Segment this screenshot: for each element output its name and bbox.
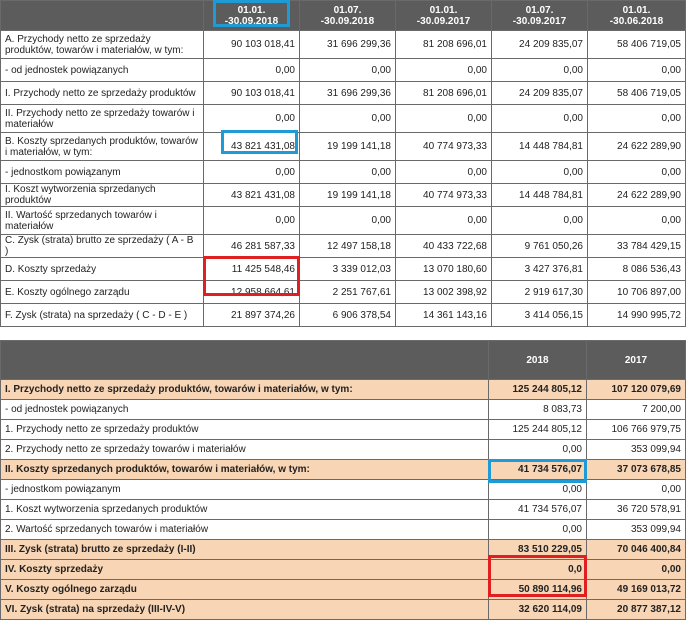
row-label: B. Koszty sprzedanych produktów, towarów i materiałów, w tym: bbox=[1, 133, 204, 161]
table1-col-header: 01.07. -30.09.2017 bbox=[492, 1, 588, 31]
row-label: 1. Przychody netto ze sprzedaży produktów bbox=[1, 420, 489, 440]
row-label: - jednostkom powiązanym bbox=[1, 161, 204, 184]
cell-value: 3 427 376,81 bbox=[492, 258, 588, 281]
cell-value: 11 425 548,46 bbox=[204, 258, 300, 281]
cell-value: 0,00 bbox=[492, 207, 588, 235]
cell-value: 6 906 378,54 bbox=[300, 304, 396, 327]
cell-value: 7 200,00 bbox=[587, 400, 686, 420]
cell-value: 0,00 bbox=[489, 440, 587, 460]
cell-value: 13 070 180,60 bbox=[396, 258, 492, 281]
red-highlight-annual-box bbox=[488, 555, 587, 597]
cell-value: 12 958 664,61 bbox=[204, 281, 300, 304]
cell-value: 58 406 719,05 bbox=[588, 82, 686, 105]
cell-value: 40 433 722,68 bbox=[396, 235, 492, 258]
cell-value: 0,00 bbox=[588, 161, 686, 184]
row-label: II. Przychody netto ze sprzedaży towarów i materiałów bbox=[1, 105, 204, 133]
cell-value: 24 622 289,90 bbox=[588, 133, 686, 161]
cell-value: 107 120 079,69 bbox=[587, 380, 686, 400]
cell-value: 0,00 bbox=[588, 59, 686, 82]
cell-value: 0,00 bbox=[587, 480, 686, 500]
cell-value: 9 761 050,26 bbox=[492, 235, 588, 258]
cell-value: 10 706 897,00 bbox=[588, 281, 686, 304]
cell-value: 41 734 576,07 bbox=[489, 460, 587, 480]
cell-value: 353 099,94 bbox=[587, 440, 686, 460]
cell-value: 0,00 bbox=[396, 161, 492, 184]
row-label: I. Koszt wytworzenia sprzedanych produktów bbox=[1, 184, 204, 207]
cell-value: 0,00 bbox=[204, 161, 300, 184]
cell-value: 90 103 018,41 bbox=[204, 31, 300, 59]
cell-value: 0,00 bbox=[300, 161, 396, 184]
cell-value: 0,00 bbox=[300, 59, 396, 82]
cell-value: 81 208 696,01 bbox=[396, 82, 492, 105]
table-row bbox=[1, 235, 686, 258]
cell-value: 14 361 143,16 bbox=[396, 304, 492, 327]
cell-value: 0,00 bbox=[396, 207, 492, 235]
table-row bbox=[1, 281, 686, 304]
row-label: 2. Wartość sprzedanych towarów i materiałów bbox=[1, 520, 489, 540]
cell-value: 41 734 576,07 bbox=[489, 500, 587, 520]
cell-value: 70 046 400,84 bbox=[587, 540, 686, 560]
cell-value: 125 244 805,12 bbox=[489, 380, 587, 400]
cell-value: 0,00 bbox=[588, 105, 686, 133]
cell-value: 31 696 299,36 bbox=[300, 82, 396, 105]
cell-value: 0,00 bbox=[396, 59, 492, 82]
cell-value: 125 244 805,12 bbox=[489, 420, 587, 440]
row-label: E. Koszty ogólnego zarządu bbox=[1, 281, 204, 304]
cell-value: 106 766 979,75 bbox=[587, 420, 686, 440]
row-label: - od jednostek powiązanych bbox=[1, 400, 489, 420]
cell-value: 36 720 578,91 bbox=[587, 500, 686, 520]
blue-highlight-annual-box bbox=[488, 459, 587, 483]
cell-value: 0,00 bbox=[492, 59, 588, 82]
cell-value: 50 890 114,96 bbox=[489, 580, 587, 600]
table-row bbox=[1, 500, 686, 520]
table-row bbox=[1, 31, 686, 59]
table1-col-header: 01.01. -30.09.2018 bbox=[204, 1, 300, 31]
table1-col-header: 01.07. -30.09.2018 bbox=[300, 1, 396, 31]
row-label: IV. Koszty sprzedaży bbox=[1, 560, 489, 580]
cell-value: 2 919 617,30 bbox=[492, 281, 588, 304]
cell-value: 46 281 587,33 bbox=[204, 235, 300, 258]
row-label: V. Koszty ogólnego zarządu bbox=[1, 580, 489, 600]
cell-value: 14 448 784,81 bbox=[492, 133, 588, 161]
cell-value: 33 784 429,15 bbox=[588, 235, 686, 258]
cell-value: 8 086 536,43 bbox=[588, 258, 686, 281]
table2-col-header: 2017 bbox=[587, 341, 686, 380]
table1-header-row bbox=[1, 1, 686, 31]
red-highlight-values-box bbox=[203, 256, 300, 296]
cell-value: 21 897 374,26 bbox=[204, 304, 300, 327]
cell-value: 0,00 bbox=[300, 207, 396, 235]
cell-value: 58 406 719,05 bbox=[588, 31, 686, 59]
row-label: VI. Zysk (strata) na sprzedaży (III-IV-V) bbox=[1, 600, 489, 620]
cell-value: 81 208 696,01 bbox=[396, 31, 492, 59]
cell-value: 0,00 bbox=[588, 207, 686, 235]
table-row bbox=[1, 400, 686, 420]
cell-value: 14 990 995,72 bbox=[588, 304, 686, 327]
row-label: II. Wartość sprzedanych towarów i materiałów bbox=[1, 207, 204, 235]
table1-corner-cell bbox=[1, 1, 204, 31]
cell-value: 32 620 114,09 bbox=[489, 600, 587, 620]
row-label: 1. Koszt wytworzenia sprzedanych produktów bbox=[1, 500, 489, 520]
cell-value: 49 169 013,72 bbox=[587, 580, 686, 600]
cell-value: 43 821 431,08 bbox=[204, 184, 300, 207]
cell-value: 20 877 387,12 bbox=[587, 600, 686, 620]
table-row bbox=[1, 207, 686, 235]
table-row bbox=[1, 82, 686, 105]
table1-col-header: 01.01. -30.09.2017 bbox=[396, 1, 492, 31]
row-label: I. Przychody netto ze sprzedaży produktów, towarów i materiałów, w tym: bbox=[1, 380, 489, 400]
cell-value: 8 083,73 bbox=[489, 400, 587, 420]
cell-value: 24 622 289,90 bbox=[588, 184, 686, 207]
cell-value: 19 199 141,18 bbox=[300, 184, 396, 207]
row-label: 2. Przychody netto ze sprzedaży towarów i materiałów bbox=[1, 440, 489, 460]
table2-corner-cell bbox=[1, 341, 489, 380]
cell-value: 2 251 767,61 bbox=[300, 281, 396, 304]
table-row bbox=[1, 420, 686, 440]
cell-value: 43 821 431,08 bbox=[204, 133, 300, 161]
cell-value: 90 103 018,41 bbox=[204, 82, 300, 105]
cell-value: 0,00 bbox=[300, 105, 396, 133]
cell-value: 3 414 056,15 bbox=[492, 304, 588, 327]
cell-value: 353 099,94 bbox=[587, 520, 686, 540]
cell-value: 83 510 229,05 bbox=[489, 540, 587, 560]
cell-value: 0,00 bbox=[204, 207, 300, 235]
table-row bbox=[1, 258, 686, 281]
row-label: - od jednostek powiązanych bbox=[1, 59, 204, 82]
table-row bbox=[1, 304, 686, 327]
cell-value: 12 497 158,18 bbox=[300, 235, 396, 258]
blue-highlight-header-box bbox=[213, 0, 290, 27]
cell-value: 19 199 141,18 bbox=[300, 133, 396, 161]
row-label: A. Przychody netto ze sprzedaży produktów, towarów i materiałów, w tym: bbox=[1, 31, 204, 59]
cell-value: 0,0 bbox=[489, 560, 587, 580]
table-row bbox=[1, 380, 686, 400]
table-row bbox=[1, 161, 686, 184]
cell-value: 0,00 bbox=[587, 560, 686, 580]
cell-value: 31 696 299,36 bbox=[300, 31, 396, 59]
row-label: C. Zysk (strata) brutto ze sprzedaży ( A - B ) bbox=[1, 235, 204, 258]
table-row bbox=[1, 59, 686, 82]
row-label: D. Koszty sprzedaży bbox=[1, 258, 204, 281]
cell-value: 3 339 012,03 bbox=[300, 258, 396, 281]
cell-value: 37 073 678,85 bbox=[587, 460, 686, 480]
cell-value: 40 774 973,33 bbox=[396, 133, 492, 161]
cell-value: 0,00 bbox=[204, 105, 300, 133]
cell-value: 0,00 bbox=[396, 105, 492, 133]
cell-value: 24 209 835,07 bbox=[492, 82, 588, 105]
cell-value: 0,00 bbox=[489, 480, 587, 500]
row-label: F. Zysk (strata) na sprzedaży ( C - D - E ) bbox=[1, 304, 204, 327]
cell-value: 14 448 784,81 bbox=[492, 184, 588, 207]
cell-value: 24 209 835,07 bbox=[492, 31, 588, 59]
row-label: II. Koszty sprzedanych produktów, towarów i materiałów, w tym: bbox=[1, 460, 489, 480]
table-row bbox=[1, 184, 686, 207]
cell-value: 40 774 973,33 bbox=[396, 184, 492, 207]
row-label: - jednostkom powiązanym bbox=[1, 480, 489, 500]
cell-value: 0,00 bbox=[492, 161, 588, 184]
table2-header-row bbox=[1, 341, 686, 380]
row-label: I. Przychody netto ze sprzedaży produktów bbox=[1, 82, 204, 105]
table-row bbox=[1, 133, 686, 161]
table-row bbox=[1, 105, 686, 133]
table2-col-header: 2018 bbox=[489, 341, 587, 380]
cell-value: 0,00 bbox=[204, 59, 300, 82]
cell-value: 0,00 bbox=[489, 520, 587, 540]
table-row bbox=[1, 520, 686, 540]
table-row bbox=[1, 600, 686, 620]
table1-col-header: 01.01. -30.06.2018 bbox=[588, 1, 686, 31]
cell-value: 13 002 398,92 bbox=[396, 281, 492, 304]
row-label: III. Zysk (strata) brutto ze sprzedaży (I-II) bbox=[1, 540, 489, 560]
cell-value: 0,00 bbox=[492, 105, 588, 133]
table-row bbox=[1, 440, 686, 460]
blue-highlight-value-box bbox=[221, 130, 298, 154]
